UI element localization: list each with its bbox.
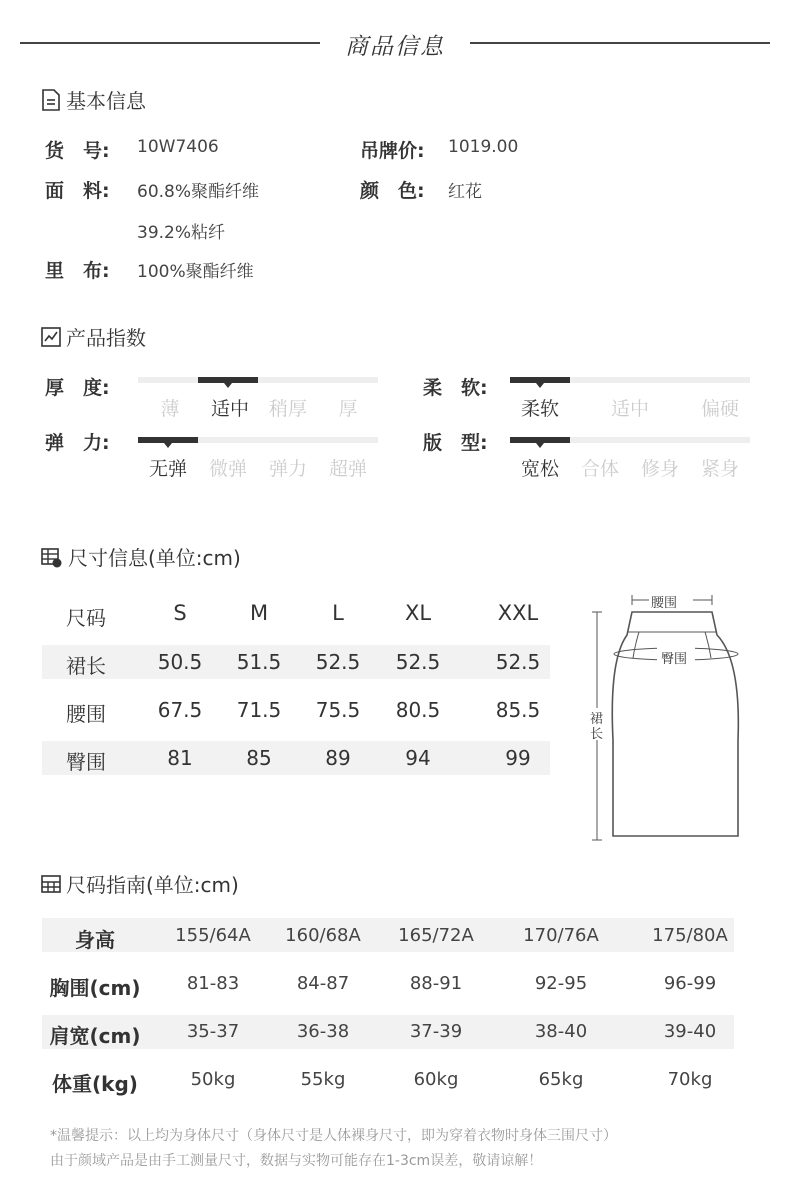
thickness-pointer bbox=[224, 383, 232, 388]
thickness-track bbox=[138, 377, 378, 383]
size-header: XXL bbox=[497, 601, 539, 625]
note-line-1: *温馨提示：以上均为身体尺寸（身体尺寸是人体裸身尺寸，即为穿着衣物时身体三围尺寸） bbox=[50, 1128, 617, 1144]
size-row-label: 腰围 bbox=[66, 702, 106, 726]
lining-value: 100%聚酯纤维 bbox=[137, 262, 254, 282]
size-info-title: 尺寸信息(单位:cm) bbox=[68, 546, 241, 570]
fit-option: 紧身 bbox=[700, 458, 739, 480]
fabric-value-2: 39.2%粘纤 bbox=[137, 223, 226, 243]
fit-option: 宽松 bbox=[520, 458, 559, 480]
size-cell: 85.5 bbox=[495, 698, 541, 722]
softness-pointer bbox=[536, 383, 544, 388]
price-value: 1019.00 bbox=[448, 137, 519, 157]
size-header: XL bbox=[404, 601, 432, 625]
size-cell: 51.5 bbox=[236, 650, 282, 674]
size-guide-heading bbox=[40, 869, 239, 898]
size-header: 尺码 bbox=[66, 606, 106, 630]
fabric-value-1: 60.8%聚酯纤维 bbox=[137, 182, 260, 202]
elasticity-option: 弹力 bbox=[268, 458, 307, 480]
item-no-label: 货 号: bbox=[45, 140, 110, 162]
fabric-label: 面 料: bbox=[45, 180, 110, 202]
thickness-option: 厚 bbox=[338, 398, 358, 420]
thickness-option: 薄 bbox=[160, 398, 180, 420]
size-cell: 89 bbox=[325, 746, 351, 770]
guide-cell: 155/64A bbox=[175, 925, 251, 946]
skirt-diagram bbox=[585, 590, 755, 850]
softness-option: 柔软 bbox=[520, 398, 559, 420]
lining-label: 里 布: bbox=[45, 260, 110, 282]
size-cell: 80.5 bbox=[395, 698, 441, 722]
size-cell: 52.5 bbox=[395, 650, 441, 674]
length-diagram-label-2: 长 bbox=[590, 727, 604, 742]
guide-cell: 39-40 bbox=[663, 1021, 717, 1042]
guide-cell: 70kg bbox=[667, 1069, 713, 1090]
guide-row-label: 体重(kg) bbox=[52, 1072, 138, 1096]
guide-cell: 36-38 bbox=[296, 1021, 350, 1042]
color-value: 红花 bbox=[448, 182, 482, 202]
fit-track bbox=[510, 437, 750, 443]
document-icon bbox=[40, 88, 62, 112]
note-line-2: 由于颜域产品是由手工测量尺寸，数据与实物可能存在1-3cm误差，敬请谅解！ bbox=[50, 1153, 543, 1169]
guide-cell: 165/72A bbox=[398, 925, 474, 946]
chart-icon bbox=[40, 326, 62, 348]
elasticity-label: 弹 力: bbox=[45, 432, 110, 454]
guide-cell: 160/68A bbox=[285, 925, 361, 946]
softness-option: 适中 bbox=[610, 398, 649, 420]
size-cell: 71.5 bbox=[236, 698, 282, 722]
guide-cell: 175/80A bbox=[652, 925, 728, 946]
grid-icon bbox=[40, 873, 62, 895]
product-index-heading bbox=[40, 322, 146, 351]
size-cell: 52.5 bbox=[315, 650, 361, 674]
size-cell: 94 bbox=[405, 746, 431, 770]
size-cell: 67.5 bbox=[157, 698, 203, 722]
basic-info-title: 基本信息 bbox=[66, 89, 146, 113]
guide-cell: 65kg bbox=[538, 1069, 584, 1090]
size-row-label: 臀围 bbox=[66, 750, 106, 774]
thickness-option: 稍厚 bbox=[268, 398, 307, 420]
guide-row-label: 肩宽(cm) bbox=[49, 1024, 141, 1048]
waist-diagram-label: 腰围 bbox=[651, 596, 678, 611]
size-header: L bbox=[332, 601, 344, 625]
elasticity-option: 超弹 bbox=[328, 458, 367, 480]
elasticity-option: 微弹 bbox=[208, 458, 247, 480]
color-label: 颜 色: bbox=[360, 180, 425, 202]
size-header: S bbox=[173, 601, 187, 625]
fit-option: 合体 bbox=[580, 458, 619, 480]
size-header: M bbox=[249, 601, 269, 625]
guide-row-label: 胸围(cm) bbox=[49, 976, 141, 1000]
elasticity-pointer bbox=[164, 443, 172, 448]
thickness-option: 适中 bbox=[210, 398, 249, 420]
thickness-label: 厚 度: bbox=[45, 377, 110, 399]
guide-cell: 84-87 bbox=[296, 973, 350, 994]
price-label: 吊牌价: bbox=[360, 140, 425, 162]
fit-label: 版 型: bbox=[423, 432, 488, 454]
size-row-label: 裙长 bbox=[66, 654, 106, 678]
item-no-value: 10W7406 bbox=[137, 137, 219, 157]
size-cell: 52.5 bbox=[495, 650, 541, 674]
guide-cell: 81-83 bbox=[186, 973, 240, 994]
guide-cell: 88-91 bbox=[409, 973, 463, 994]
fit-option: 修身 bbox=[640, 458, 679, 480]
softness-option: 偏硬 bbox=[700, 398, 739, 420]
softness-label: 柔 软: bbox=[423, 377, 488, 399]
guide-cell: 50kg bbox=[190, 1069, 236, 1090]
fit-pointer bbox=[536, 443, 544, 448]
size-cell: 99 bbox=[505, 746, 531, 770]
guide-cell: 55kg bbox=[300, 1069, 346, 1090]
size-cell: 85 bbox=[246, 746, 272, 770]
guide-cell: 60kg bbox=[413, 1069, 459, 1090]
size-guide-title: 尺码指南(单位:cm) bbox=[66, 873, 239, 897]
guide-cell: 96-99 bbox=[663, 973, 717, 994]
size-cell: 75.5 bbox=[315, 698, 361, 722]
guide-cell: 92-95 bbox=[534, 973, 588, 994]
elasticity-option: 无弹 bbox=[148, 458, 187, 480]
guide-cell: 37-39 bbox=[409, 1021, 463, 1042]
basic-info-heading bbox=[40, 85, 146, 114]
elasticity-track bbox=[138, 437, 378, 443]
guide-cell: 35-37 bbox=[186, 1021, 240, 1042]
guide-cell: 170/76A bbox=[523, 925, 599, 946]
size-cell: 50.5 bbox=[157, 650, 203, 674]
guide-cell: 38-40 bbox=[534, 1021, 588, 1042]
size-cell: 81 bbox=[167, 746, 193, 770]
length-diagram-label-1: 裙 bbox=[590, 712, 604, 727]
table-icon bbox=[40, 546, 64, 568]
softness-track bbox=[510, 377, 750, 383]
size-info-heading bbox=[40, 542, 241, 571]
product-index-title: 产品指数 bbox=[66, 326, 146, 350]
hip-diagram-label: 臀围 bbox=[661, 652, 688, 667]
guide-row-label: 身高 bbox=[75, 928, 115, 952]
page-title: 商品信息 bbox=[345, 34, 445, 60]
